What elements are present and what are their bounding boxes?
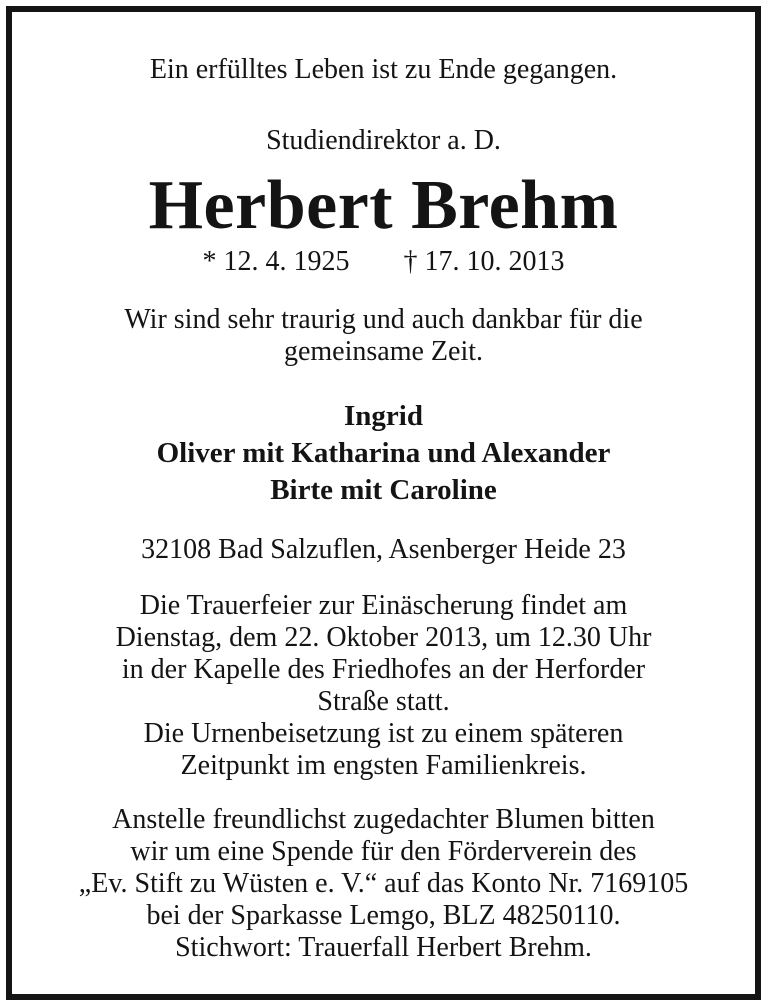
family-line: Oliver mit Katharina und Alexander	[156, 437, 611, 469]
name-line: Herbert Brehm	[148, 167, 619, 244]
obituary-border	[6, 6, 761, 1000]
life-dates	[12, 245, 755, 279]
family-line: Ingrid	[344, 400, 423, 432]
family-names	[12, 398, 755, 509]
donation-request	[12, 804, 755, 964]
obituary-notice	[12, 12, 755, 994]
family-address	[12, 533, 755, 567]
donation-line: Stichwort: Trauerfall Herbert Brehm.	[175, 932, 592, 963]
ceremony-line: Zeitpunkt im engsten Familienkreis.	[180, 750, 587, 781]
donation-line: „Ev. Stift zu Wüsten e. V.“ auf das Konto Nr. 7169105	[78, 868, 689, 899]
donation-line: wir um eine Spende für den Förderverein des	[130, 836, 637, 867]
mourning-message	[12, 304, 755, 368]
donation-line: Anstelle freundlichst zugedachter Blumen bitten	[112, 804, 655, 835]
address-line: 32108 Bad Salzuflen, Asenberger Heide 23	[141, 534, 626, 565]
title-line: Studiendirektor a. D.	[266, 125, 501, 156]
donation-line: bei der Sparkasse Lemgo, BLZ 48250110.	[146, 900, 621, 931]
ceremony-line: in der Kapelle des Friedhofes an der Herforder	[121, 654, 646, 685]
birth-date: * 12. 4. 1925	[202, 246, 350, 277]
ceremony-line: Dienstag, dem 22. Oktober 2013, um 12.30 Uhr	[115, 622, 652, 653]
message-line: Wir sind sehr traurig und auch dankbar für die	[124, 304, 643, 335]
deceased-name	[12, 166, 755, 246]
intro-text	[12, 53, 755, 87]
ceremony-line: Die Urnenbeisetzung ist zu einem späteren	[143, 718, 624, 749]
professional-title	[12, 124, 755, 158]
funeral-details	[12, 590, 755, 782]
ceremony-line: Straße statt.	[317, 686, 450, 717]
message-line: gemeinsame Zeit.	[283, 336, 484, 367]
family-line: Birte mit Caroline	[270, 474, 497, 506]
ceremony-line: Die Trauerfeier zur Einäscherung findet am	[139, 590, 628, 621]
intro-line: Ein erfülltes Leben ist zu Ende gegangen.	[149, 54, 618, 85]
death-date: † 17. 10. 2013	[403, 246, 565, 277]
